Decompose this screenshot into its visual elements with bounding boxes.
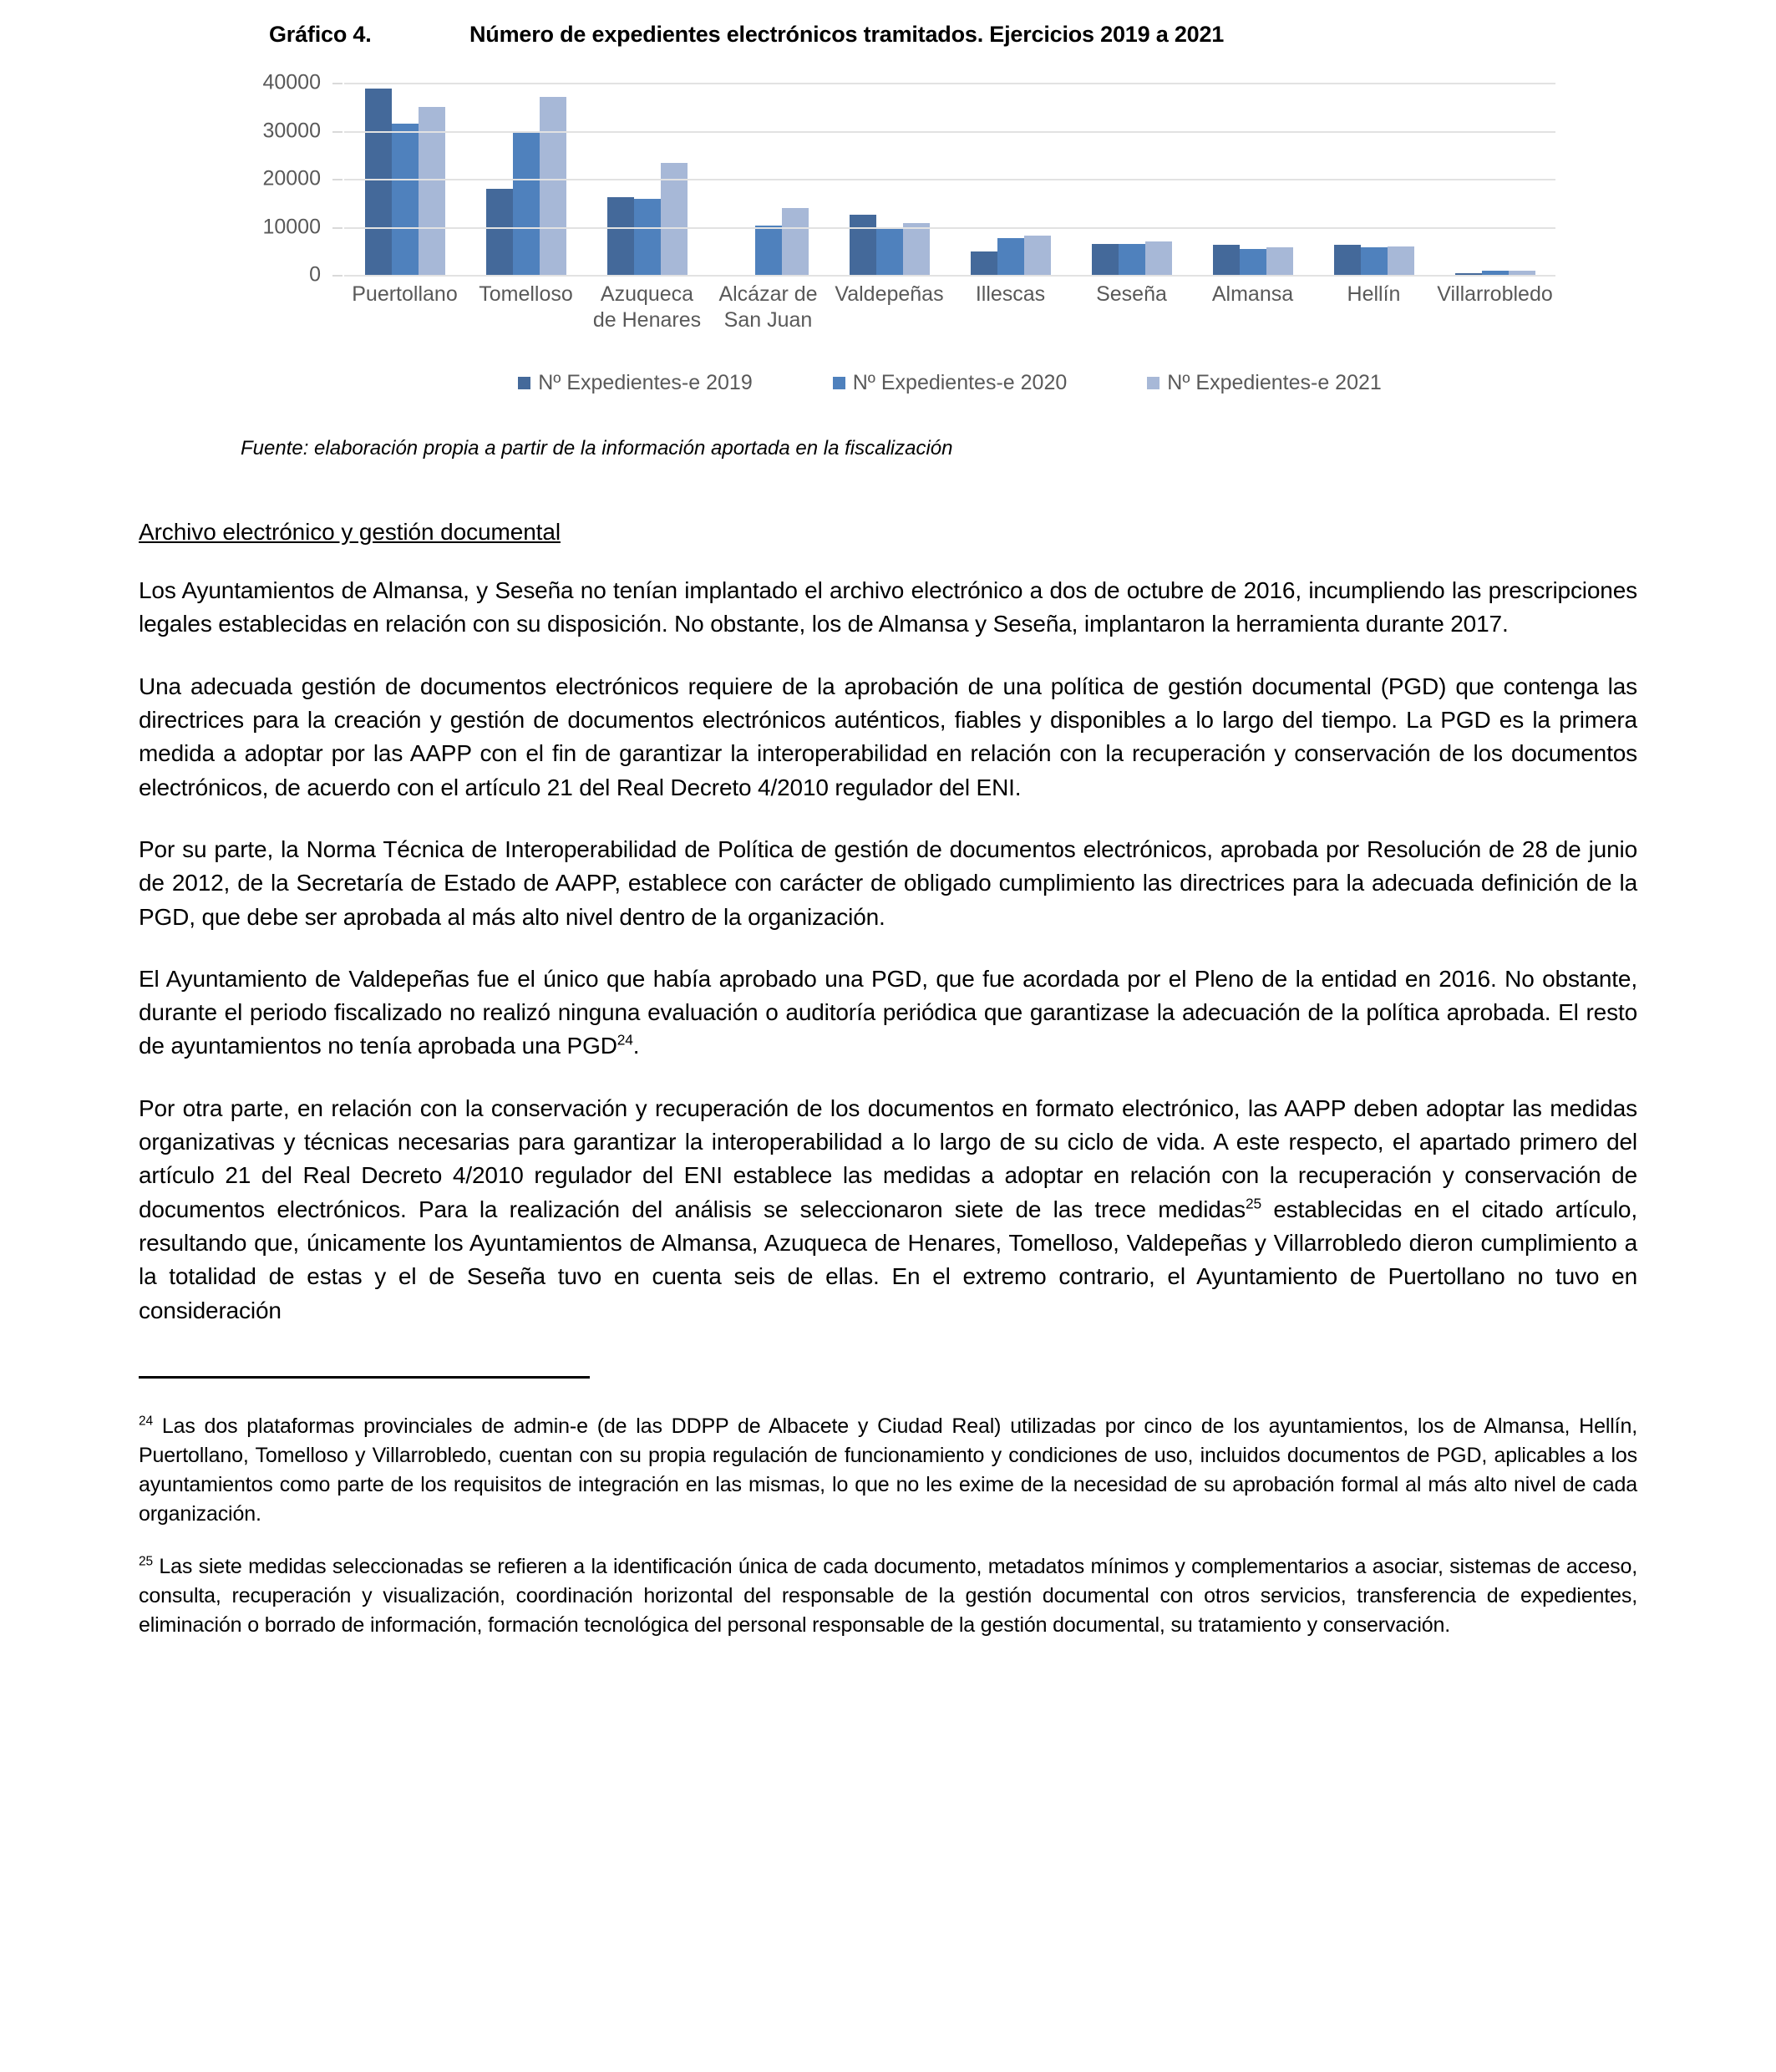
paragraph-5-continuation: establecidas en el citado artículo, resultando que, únicamente los Ayuntamientos de Almansa, Azuqueca de Henares, Tomelloso, Valdepeñas y Villarrobledo dieron cumplimiento a la totalidad de estas y el de Seseña tuvo en cuenta seis de ellas. En el extremo contrario, el Ayuntamiento de Puertollano no tuvo en consideración	[139, 1196, 1637, 1323]
bar	[1334, 245, 1361, 275]
x-axis-label: Villarrobledo	[1437, 282, 1553, 306]
footnotes	[0, 1412, 1776, 1640]
footnote-ref-24[interactable]: 24	[617, 1032, 633, 1049]
legend-label: Nº Expedientes-e 2020	[852, 371, 1068, 394]
paragraph-4	[139, 962, 1637, 1064]
footnote-separator	[139, 1376, 590, 1379]
gridline	[344, 227, 1555, 229]
gridline	[344, 131, 1555, 133]
paragraph-1: Los Ayuntamientos de Almansa, y Seseña no tenían implantado el archivo electrónico a dos de octubre de 2016, incumpliendo las prescripciones legales establecidas en relación con su disposición. No obstante, los de Almansa y Seseña, implantaron la herramienta durante 2017.	[139, 577, 1637, 637]
bar	[903, 223, 930, 275]
bar	[392, 124, 419, 275]
x-axis-label: Azuqueca de Henares	[592, 282, 702, 332]
chart-legend	[344, 371, 1555, 395]
paragraph-2: Una adecuada gestión de documentos electrónicos requiere de la aprobación de una política de gestión documental (PGD) que contenga las directrices para la creación y gestión de documentos electrónicos auténticos, fiables y disponibles a lo largo del tiempo. La PGD es la primera medida a adoptar por las AAPP con el fin de garantizar la interoperabilidad en relación con la recuperación y conservación de los documentos electrónicos, de acuerdo con el artículo 21 del Real Decreto 4/2010 regulador del ENI.	[139, 673, 1637, 800]
bar	[1213, 245, 1240, 275]
bar	[1092, 244, 1119, 275]
plot-area	[344, 83, 1555, 275]
y-axis-tick-label: 10000	[262, 215, 321, 238]
paragraph-5-text: Por otra parte, en relación con la conservación y recuperación de los documentos en formato electrónico, las AAPP deben adoptar las medidas organizativas y técnicas necesarias para garantizar la interoperabilidad a lo largo de su ciclo de vida. A este respecto, el apartado primero del artículo 21 del Real Decreto 4/2010 regulador del ENI establece las medidas a adoptar en relación con la recuperación y conservación de documentos electrónicos. Para la realización del análisis se seleccionaron siete de las trece medidas	[139, 1094, 1637, 1222]
y-axis-tick	[332, 83, 343, 84]
y-axis-tick-label: 0	[309, 262, 321, 287]
figure-number: Gráfico 4.	[269, 22, 372, 47]
x-axis-labels	[344, 282, 1555, 357]
y-axis-tick	[332, 179, 343, 180]
bar	[1145, 241, 1172, 275]
bar	[634, 199, 661, 275]
bar	[513, 132, 540, 275]
footnote-25	[139, 1552, 1637, 1640]
paragraph-5	[139, 1092, 1637, 1328]
figure-source: Fuente: elaboración propia a partir de la información aportada en la fiscalización	[241, 437, 953, 460]
x-axis-label: Alcázar de San Juan	[718, 282, 818, 332]
legend-item[interactable]	[1147, 371, 1382, 395]
legend-swatch-icon	[833, 377, 845, 389]
bar	[1024, 236, 1051, 275]
gridline	[344, 275, 1555, 277]
bar	[1361, 247, 1388, 275]
paragraph-3: Por su parte, la Norma Técnica de Interoperabilidad de Política de gestión de documentos electrónicos, aprobada por Resolución de 28 de junio de 2012, de la Secretaría de Estado de AAPP, establece con carácter de obligado cumplimiento las directrices para la adecuada definición de la PGD, que debe ser aprobada al más alto nivel dentro de la organización.	[139, 835, 1637, 930]
y-axis-labels	[219, 70, 336, 287]
x-axis-label: Hellín	[1347, 282, 1401, 306]
figure-grafico-4	[0, 0, 1776, 460]
article-body	[0, 519, 1776, 1328]
legend-item[interactable]	[833, 371, 1068, 395]
bar	[1240, 249, 1266, 275]
section-heading: Archivo electrónico y gestión documental	[139, 519, 561, 545]
bar	[782, 208, 809, 275]
y-axis-tick-label: 20000	[262, 166, 321, 190]
x-axis-label: Valdepeñas	[835, 282, 944, 306]
figure-title	[0, 22, 1776, 48]
y-axis-tick	[332, 227, 343, 229]
bar	[997, 238, 1024, 275]
bar	[1388, 246, 1414, 276]
bar	[1266, 247, 1293, 275]
legend-swatch-icon	[1147, 377, 1159, 389]
footnote-25-text: Las siete medidas seleccionadas se refieren a la identificación única de cada documento, metadatos mínimos y complementarios a asociar, sistemas de acceso, consulta, recuperación y visualización, coordinación horizontal del responsable de la gestión documental con otros servicios, transferencia de expedientes, eliminación o borrado de información, formación tecnológica del personal responsable de la gestión documental, su tratamiento y conservación.	[139, 1554, 1637, 1637]
y-axis-tick	[332, 275, 343, 277]
legend-swatch-icon	[518, 377, 530, 389]
footnote-ref-25[interactable]: 25	[1246, 1195, 1262, 1212]
bar	[540, 97, 566, 275]
footnote-25-marker: 25	[139, 1554, 153, 1569]
gridline	[344, 83, 1555, 84]
footnote-24-marker: 24	[139, 1414, 153, 1429]
x-axis-label: Illescas	[975, 282, 1046, 306]
bar	[1119, 244, 1145, 275]
x-axis-label: Tomelloso	[479, 282, 573, 306]
bar	[486, 189, 513, 276]
bar	[876, 228, 903, 275]
bar	[755, 226, 782, 275]
x-axis-label: Almansa	[1211, 282, 1294, 306]
y-axis-tick	[332, 131, 343, 133]
bar	[365, 89, 392, 275]
bar-chart	[219, 70, 1572, 400]
y-axis-tick-label: 40000	[262, 70, 321, 94]
figure-title-text: Número de expedientes electrónicos tramitados. Ejercicios 2019 a 2021	[469, 22, 1225, 47]
paragraph-4-tail: .	[632, 1033, 640, 1059]
bar	[850, 215, 876, 275]
gridline	[344, 179, 1555, 180]
x-axis-label: Puertollano	[352, 282, 458, 306]
x-axis-label: Seseña	[1096, 282, 1167, 306]
y-axis-tick-label: 30000	[262, 119, 321, 142]
legend-label: Nº Expedientes-e 2021	[1167, 371, 1382, 394]
footnote-24-text: Las dos plataformas provinciales de admin-e (de las DDPP de Albacete y Ciudad Real) utilizadas por cinco de los ayuntamientos, los de Almansa, Hellín, Puertollano, Tomelloso y Villarrobledo, cuentan con su propia regulación de funcionamiento y condiciones de uso, incluidos documentos de PGD, aplicables a los ayuntamientos como parte de los requisitos de integración en las mismas, lo que no les exime de la necesidad de su aprobación formal al más alto nivel de cada organización.	[139, 1414, 1637, 1526]
bar	[607, 197, 634, 275]
footnote-24	[139, 1412, 1637, 1529]
legend-label: Nº Expedientes-e 2019	[538, 371, 753, 394]
bar	[971, 251, 997, 275]
paragraph-4-text: El Ayuntamiento de Valdepeñas fue el único que había aprobado una PGD, que fue acordada por el Pleno de la entidad en 2016. No obstante, durante el periodo fiscalizado no realizó ninguna evaluación o auditoría periódica que garantizase la adecuación de la política aprobada. El resto de ayuntamientos no tenía aprobada una PGD	[139, 965, 1637, 1059]
legend-item[interactable]	[518, 371, 753, 395]
